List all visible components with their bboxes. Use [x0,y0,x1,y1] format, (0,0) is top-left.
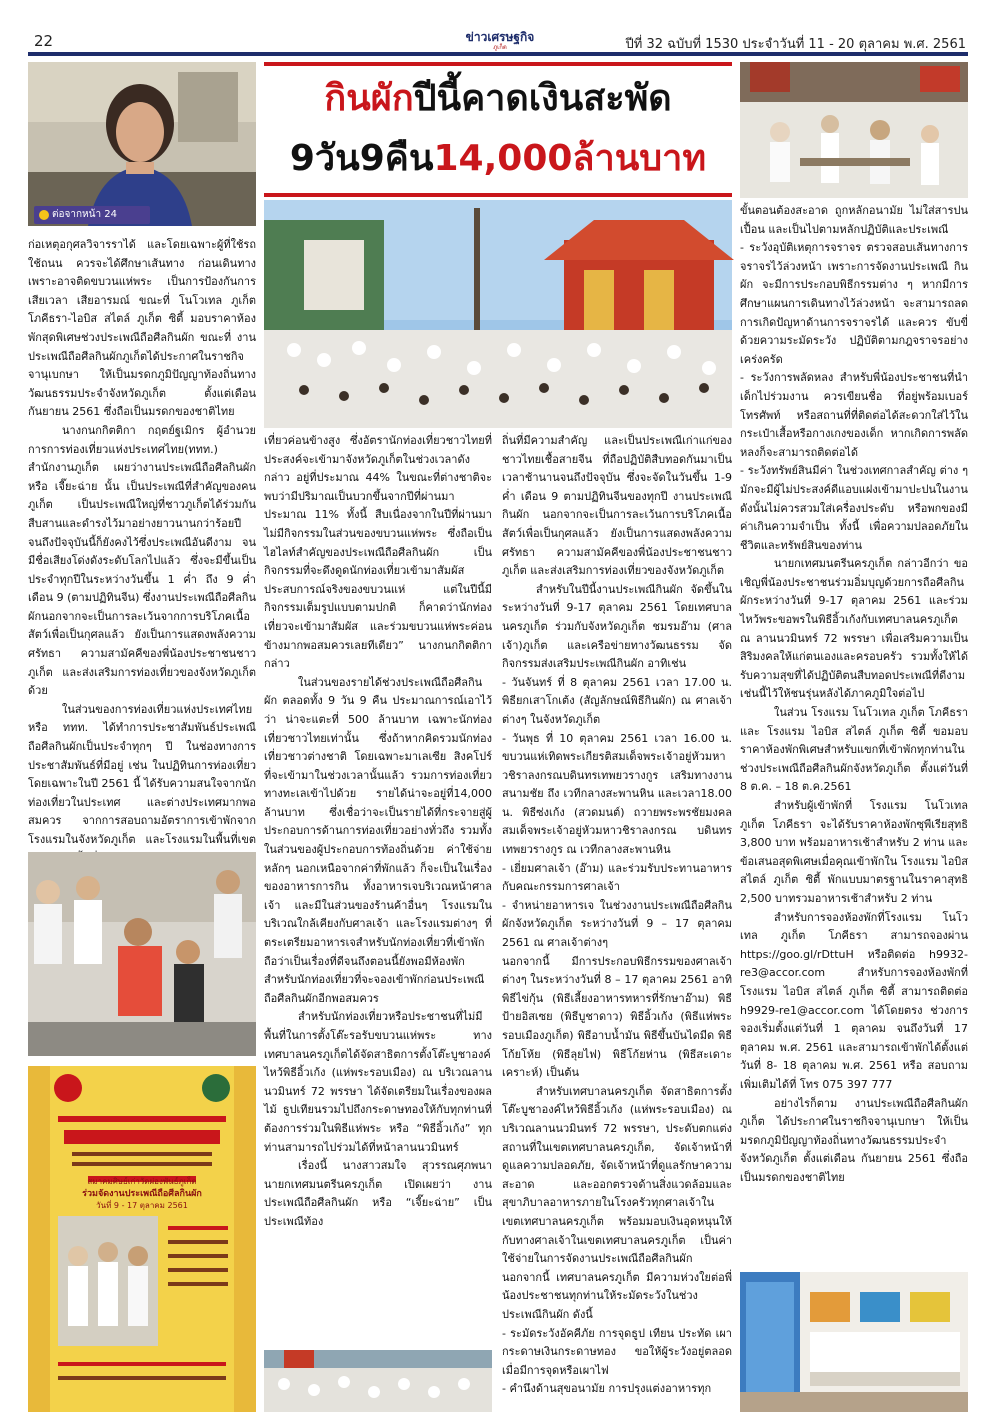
temple-crowd-photo [264,200,732,428]
hotel-room-photo [740,1232,968,1412]
article-column-4 [740,202,968,1228]
col3-paragraph: - วันจันทร์ ที่ 8 ตุลาคม 2561 เวลา 17.00 น. พิธียกเสาโกเต้ง (สัญลักษณ์พิธีกินผัก) ณ ศาลเจ้าต่างๆ ในจังหวัดภูเก็ต [502,675,732,726]
col3-paragraph: สำหรับเทศบาลนครภูเก็ต จัดสาธิตการตั้งโต๊ะบูชาองค์ไหว้พิธีอิ้วเก้ง (แห่พระรอบเมือง) ณ บริเวณลานนวมินทร์ 72 พรรษา, ประดับตกแต่งสถานที่ในเขตเทศบาลนครภูเก็ต, จัดเจ้าหน้าที่ดูแลความปลอดภัย, จัดเจ้าหน้าที่ดูแลรักษาความสะอาด และออกตรวจด้านสิ่งแวดล้อมและสุขาภิบาลอาหารภายในโรงครัวทุกศาลเจ้าในเขตเทศบาลนครภูเก็ต พร้อมมอบเงินอุดหนุนให้กับทางศาลเจ้าในเขตเทศบาลนครภูเก็ต เป็นค่าใช้จ่ายในการจัดงานประเพณีถือศีลกินผัก นอกจากนี้ เทศบาลนครภูเก็ต มีความห่วงใยต่อพี่น้องประชาชนทุกท่านให้ระมัดระวังในช่วงประเพณีกินผัก ดังนี้ [502,1084,732,1321]
article-column-2 [264,432,492,1352]
page-header [0,0,996,60]
col4-paragraph: ในส่วน โรงแรม โนโวเทล ภูเก็ต โภคีธรา และ โรงแรม ไอบิส สไตล์ ภูเก็ต ซิตี้ ขอมอบราคาห้องพักพิเศษสำหรับแขกที่เข้าพักทุกท่านในช่วงประเพณีถือศีลกินผักจังหวัดภูเก็ต ตั้งแต่วันที่ 8 ต.ค. – 18 ต.ค.2561 [740,706,968,794]
article-column-1 [28,236,256,848]
col3-paragraph: - เยี่ยมศาลเจ้า (อ๊าม) และร่วมรับประทานอาหารกับคณะกรรมการศาลเจ้า [502,861,732,894]
col3-paragraph: - จำหน่ายอาหารเจ ในช่วงงานประเพณีถือศีลกินผักจังหวัดภูเก็ต ระหว่างวันที่ 9 – 17 ตุลาคม 2561 ณ ศาลเจ้าต่างๆ [502,898,732,950]
continued-from-badge [34,206,150,224]
col4-paragraph: สำหรับผู้เข้าพักที่ โรงแรม โนโวเทล ภูเก็ต โภคีธรา จะได้รับราคาห้องพักซุพีเรียสุทธิ 3,800 บาท พร้อมอาหารเช้าสำหรับ 2 ท่าน และ ข้อเสนอสุดพิเศษเมื่อคุณเข้าพักใน โรงแรม ไอบิส สไตล์ ภูเก็ต ซิตี้ พักแบบมาตรฐานในราคาสุทธิ 2,500 บาทรวมอาหารเช้าสำหรับ 2 ท่าน [740,799,968,905]
headline-line2-b: 14,000ล้านบาท [433,138,707,179]
headline-line1-b: ปีนี้คาดเงินสะพัด [413,78,672,119]
headline-box [264,62,732,197]
col3-paragraph: - วันพุธ ที่ 10 ตุลาคม 2561 เวลา 16.00 น. ขบวนแห่เทิดพระเกียรติสมเด็จพระเจ้าอยู่หัวมหาวชิราลงกรณบดินทรเทพยวรางกูร เสริมทางงานสนามชัย ถึง เวทีกลางสะพานหิน และเวลา18.00 น. พิธีซ่งเก้ง (สวดมนต์) ถวายพระพรชัยมงคลสมเด็จพระเจ้าอยู่หัวมหาวชิราลงกรณ บดินทรเทพยวรางกูร ณ เวทีกลางสะพานหิน [502,731,732,857]
logo-title: ข่าวเศรษฐกิจ [465,30,535,44]
issue-info: ปีที่ 32 ฉบับที่ 1530 ประจำวันที่ 11 - 20 ตุลาคม พ.ศ. 2561 [625,37,966,52]
logo-subtitle: ภูเก็ต [493,44,507,51]
headline-line1-a: กินผัก [324,78,414,119]
col2-paragraph: สำหรับนักท่องเที่ยวหรือประชาชนที่ไม่มีพื้นที่ในการตั้งโต๊ะรอรับขบวนแห่พระ ทางเทศบาลนครภูเก็ตได้จัดสาธิตการตั้งโต๊ะบูชาองค์ไหว้พิธีอิ้วเก้ง (แห่พระรอบเมือง) ณ บริเวณลานนวมินทร์ 72 พรรษา ได้จัดเตรียมในเรื่องของผลไม้ ธูปเทียนรวมไปถึงกระดาษทองให้กับทุกท่านที่ต้องการร่วมในพิธีแห่พระ หรือ “พิธีอิ้วเก้ง” ทุกท่านสามารถไปร่วมได้ที่หน้าลานนวมินทร์ [264,1010,492,1154]
street-crowd-photo [264,1350,492,1412]
portrait-photo [28,62,256,226]
ad-line-3: วันที่ 9 - 17 ตุลาคม 2561 [96,1201,188,1210]
col1-paragraph: ในส่วนของการท่องเที่ยวแห่งประเทศไทย หรือ ททท. ได้ทำการประชาสัมพันธ์ประเพณีถือศีลกินผักเป็นประจำทุกๆ ปี ในช่องทางการประชาสัมพันธ์ที่มีอยู่ เช่น ในปฏิทินการท่องเที่ยว โดยเฉพาะในปี 2561 นี้ ได้รับความสนใจจากนักท่องเที่ยวในประเทศ และต่างประเทศมากพอสมควร จากการสอบถามอัตราการเข้าพักจากโรงแรมในจังหวัดภูเก็ต และโรงแรมในพื้นที่เขต [28,702,257,846]
headline-line2-a: 9วัน9คืน [289,138,434,179]
col3-paragraph: นอกจากนี้ มีการประกอบพิธีกรรมของศาลเจ้าต่างๆ ในระหว่างวันที่ 8 – 17 ตุลาคม 2561 อาทิ พิธีไข่กุ้น (พิธีเลี้ยงอาหารทหารที่รักษาอ๊าม) พิธีป้ายอิสเซย (พิธีบูชาดาว) พิธีอิ้วเก้ง (พิธีแห่พระรอบเมืองภูเก็ต) พิธีอาบน้ำมัน พิธีขึ้นบันไดมีด พิธีโก้ยโห้ย (พิธีลุยไฟ) พิธีโก้ยห่าน (พิธีสะเดาะเคราะห์) เป็นต้น [502,954,732,1080]
col4-paragraph: นายกเทศมนตรีนครภูเก็ต กล่าวอีกว่า ขอเชิญพี่น้องประชาชนร่วมอิ่มบุญด้วยการถือศีลกินผักระหว่างวันที่ 9-17 ตุลาคม 2561 และร่วมไหว้พระขอพรในพิธีอิ้วเก้งกับเทศบาลนครภูเก็ต ณ ลานนวมินทร์ 72 พรรษา เพื่อเสริมความเป็นสิริมงคลให้แก่ตนเองและครอบครัว รวมทั้งให้ได้รับความสุขที่ได้ปฏิบัติตนสืบทอดประเพณีที่ดีงามเช่นนี้ไว้ให้ชนรุ่นหลังได้ภาคภูมิใจต่อไป [740,557,968,701]
ritual-photo [28,852,256,1056]
col3-paragraph: ถิ่นที่มีความสำคัญ และเป็นประเพณีเก่าแก่ของชาวไทยเชื้อสายจีน ที่ถือปฏิบัติสืบทอดกันมาเป็นเวลาช้านานจนถึงปัจจุบัน ซึ่งจะจัดในวันขึ้น 1-9 ค่ำ เดือน 9 ตามปฏิทินจีนของทุกปี งานประเพณีกินผัก นอกจากจะเป็นการละเว้นการบริโภคเนื้อสัตว์เพื่อเป็นกุศลแล้ว ยังเป็นการแสดงพลังความศรัทธา ความสามัคคีของพี่น้องประชาชนชาวภูเก็ต และส่งเสริมการท่องเที่ยวของจังหวัดภูเก็ต [502,434,732,578]
page-number: 22 [34,32,54,50]
col2-paragraph: เรื่องนี้ นางสาวสมใจ สุวรรณศุภพนา นายกเทศมนตรีนครภูเก็ต เปิดเผยว่า งานประเพณีถือศีลกินผัก หรือ “เจี๊ยะฉ่าย” เป็นประเพณีท้อง [264,1159,492,1228]
col4-paragraph: - ระวังการพลัดหลง สำหรับพี่น้องประชาชนที่นำเด็กไปร่วมงาน ควรเขียนชื่อ ที่อยู่พร้อมเบอร์โทรศัพท์ หรือสถานที่ที่ติดต่อได้สะดวกใส่ไว้ในกระเป๋าเสื้อหรือกางเกงของเด็ก หากเกิดการพลัดหลงก็จะสามารถติดต่อได้ [740,371,968,459]
headline-line1 [264,72,732,126]
col4-paragraph: ขั้นตอนต้องสะอาด ถูกหลักอนามัย ไม่ใส่สารปนเปื้อน และเป็นไปตามหลักปฏิบัติและประเพณี [740,204,968,236]
ad-line-2: ร่วมจัดงานประเพณีถือศีลกินผัก [82,1189,202,1199]
col1-paragraph: ก่อเหตุอกุศลวิจารราได้ และโดยเฉพาะผู้ที่ใช้รถใช้ถนน ควรจะได้ศึกษาเส้นทาง ก่อนเดินทาง เพราะอาจติดขบวนแห่พระ เป็นการป้องกันการเสียเวลา เสียอารมณ์ ขณะที่ โนโวเทล ภูเก็ต โภคีธรา-ไอบิส สไตล์ ภูเก็ต ซิตี้ มอบราคาห้องพักสุดพิเศษช่วงประเพณีถือศีลกินผัก ขณะที่ งานประเพณีถือศีลกินผักภูเก็ตได้ประกาศในราชกิจจานุเบกษา ให้เป็นมรดกภูมิปัญญาท้องถิ่นทางวัฒนธรรมประจำจังหวัดภูเก็ต ตั้งแต่เดือน กันยายน 2561 ซึ่งถือเป็นมรดกของชาติไทย [28,238,256,419]
col4-paragraph: - ระวังทรัพย์สินมีค่า ในช่วงเทศกาลสำคัญ ต่าง ๆ มักจะมีผู้ไม่ประสงค์ดีแอบแฝงเข้ามาปะปนในงาน ดังนั้นไม่ควรสวมใส่เครื่องประดับ หรือพกของมีค่าเกินความจำเป็น ทั้งนี้ เพื่อความปลอดภัยในชีวิตและทรัพย์สินของท่าน [740,464,968,552]
bullet-icon [39,210,49,220]
festival-advertisement [28,1066,256,1412]
header-rule [28,52,968,56]
ad-line-1: สมาคมศิษย์เก่าวัดผ่องพันธ์ภูเก็ต [87,1177,197,1186]
procession-photo [740,62,968,198]
continued-from-text: ต่อจากหน้า 24 [52,209,117,220]
ad-text [52,1176,232,1212]
newspaper-logo [450,30,550,54]
col4-paragraph: - ระวังอุบัติเหตุการจราจร ตรวจสอบเส้นทางการจราจรไว้ล่วงหน้า เพราะการจัดงานประเพณี กินผัก จะมีการประกอบพิธีกรรมต่าง ๆ หากมีการศึกษาแผนการเดินทางไว้ล่วงหน้า จะสามารถลดการเกิดปัญหาด้านการจราจรได้ และควร ขับขี่ด้วยความระมัดระวัง ปฏิบัติตามกฎจราจรอย่างเคร่งครัด [740,241,968,366]
col3-paragraph: - คำนึงด้านสุขอนามัย การปรุงแต่งอาหารทุก [502,1382,712,1396]
col1-paragraph: นางกนกกิตติกา กฤตย์ฐเมิกร ผู้อำนวยการการท่องเที่ยวแห่งประเทศไทย(ททท.) สำนักงานภูเก็ต เผยว่างานประเพณีถือศีลกินผักหรือ เจี๊ยะฉ่าย นั้น เป็นประเพณีที่สำคัญของคนภูเก็ต เป็นประเพณีใหญ่ที่ชาวภูเก็ตได้ร่วมกันสืบสานและดำรงไว้มาอย่างยาวนานกว่าร้อยปี จนถึงปัจจุบันนี้ก็ยังคงไว้ซึ่งประเพณีอันดีงาม จนมีชื่อเสียงโด่งดังระดับโลกไปแล้ว ซึ่งจะมีขึ้นเป็นประจำทุกปีในระหว่างวันขึ้น 1 ค่ำ ถึง 9 ค่ำ เดือน 9 (ตามปฏิทินจีน) ซึ่งงานประเพณีถือศีลกินผักนอกจากจะเป็นการละเว้นจากการบริโภคเนื้อสัตว์เพื่อเป็นกุศลแล้ว ยังเป็นการแสดงพลังความศรัทธา ความสามัคคีของพี่น้องประชาชนชาวภูเก็ต และส่งเสริมการท่องเที่ยวของจังหวัดภูเก็ตด้วย [28,423,256,698]
headline-line2 [264,130,732,188]
col4-paragraph: สำหรับการจองห้องพักที่โรงแรม โนโวเทล ภูเก็ต โภคีธรา สามารถจองผ่าน https://goo.gl/rDttuH หรือติดต่อ h9932-re3@accor.com สำหรับการจองห้องพักที่ โรงแรม ไอบิส สไตล์ ภูเก็ต ซิตี้ สามารถติดต่อ h9929-re1@accor.com ได้โดยตรง ช่วงการจองเริ่มตั้งแต่วันที่ 1 ตุลาคม จนถึงวันที่ 17 ตุลาคม พ.ศ. 2561 และสามารถเข้าพักได้ตั้งแต่วันที่ 8- 18 ตุลาคม พ.ศ. 2561 หรือ สอบถามเพิ่มเติมได้ที่ โทร 075 397 777 [740,910,968,1091]
col2-paragraph: เที่ยวค่อนข้างสูง ซึ่งอัตรานักท่องเที่ยวชาวไทยที่ประสงค์จะเข้ามาจังหวัดภูเก็ตในช่วงเวลาดังกล่าว อยู่ที่ประมาณ 44% ในขณะที่ต่างชาติจะพบว่ามีปริมาณเป็นบวกขึ้นจากปีที่ผ่านมาประมาณ 11% ทั้งนี้ สืบเนื่องจากในปีที่ผ่านมาไม่มีกิจกรรมในส่วนของขบวนแห่พระ ซึ่งถือเป็นไฮไลท์สำคัญของประเพณีถือศีลกินผัก เป็นกิจกรรมที่จะดึงดูดนักท่องเที่ยวเข้ามาสัมผัสประสบการณ์จริงของขบวนแห่ แต่ในปีนี้มีกิจกรรมเต็มรูปแบบตามปกติ ก็คาดว่านักท่องเที่ยวจะเข้ามาสัมผัส และร่วมขบวนแห่พระค่อนข้างมากพอสมควรเลยทีเดียว” นางกนกกิตติกา กล่าว [264,434,492,671]
col4-paragraph: อย่างไรก็ตาม งานประเพณีถือศีลกินผักภูเก็ต ได้ประกาศในราชกิจจานุเบกษา ให้เป็นมรดกภูมิปัญญาท้องถิ่นทางวัฒนธรรมประจำจังหวัดภูเก็ต ตั้งแต่เดือน กันยายน 2561 ซึ่งถือเป็นมรดกของชาติไทย [740,1096,968,1184]
col3-paragraph: - ระมัดระวังอัคคีภัย การจุดธูป เทียน ประทัด เผากระดาษเงินกระดาษทอง ขอให้ผู้ระวังอยู่ตลอดเมื่อมีการจุดหรือเผาไฟ [502,1326,732,1377]
article-column-3 [502,432,732,1412]
col2-paragraph: ในส่วนของรายได้ช่วงประเพณีถือศีลกินผัก ตลอดทั้ง 9 วัน 9 คืน ประมาณการณ์เอาไว้ว่า น่าจะแตะที่ 500 ล้านบาท เฉพาะนักท่องเที่ยวชาวไทยเท่านั้น ซึ่งถ้าหากคิดรวมนักท่องเที่ยวชาวต่างชาติ โดยเฉพาะมาเลเซีย สิงคโปร์ ที่จะเข้ามาในช่วงเวลานั้นแล้ว รวมการท่องเที่ยวทางทะเลเข้าไปด้วย รายได้น่าจะอยู่ที่14,000 ล้านบาท ซึ่งเชื่อว่าจะเป็นรายได้ที่กระจายสู่ผู้ประกอบการด้านการท่องเที่ยวอย่างทั่วถึง รวมทั้งในส่วนของผู้ประกอบการท้องถิ่นด้วย ค่าใช้จ่ายหลักๆ นอกเหนือจากค่าที่พักแล้ว ก็จะเป็นในเรื่องของอาหารการกิน ทั้งอาหารเจบริเวณหน้าศาลเจ้า และมีในส่วนของร้านค้าอื่นๆ โรงแรมในบริเวณใกล้เคียงกับศาลเจ้า และโรงแรมต่างๆ ที่ตระเตรียมอาหารเจสำหรับนักท่องเที่ยวที่เข้าพัก ถือว่าเป็นเรื่องที่ดีจนถึงตอนนี้ยังพอมีห้องพักสำหรับนักท่องเที่ยวที่จะจองเข้าพักก่อนประเพณีถือศีลกินผักอีกพอสมควร [264,675,492,1005]
col3-paragraph: สำหรับในปีนี้งานประเพณีกินผัก จัดขึ้นในระหว่างวันที่ 9-17 ตุลาคม 2561 โดยเทศบาลนครภูเก็ต ร่วมกับจังหวัดภูเก็ต ชมรมอ๊าม (ศาลเจ้า)ภูเก็ต และเครือข่ายทางวัฒนธรรม จัดกิจกรรมส่งเสริมประเพณีกินผัก อาทิเช่น [502,582,732,671]
